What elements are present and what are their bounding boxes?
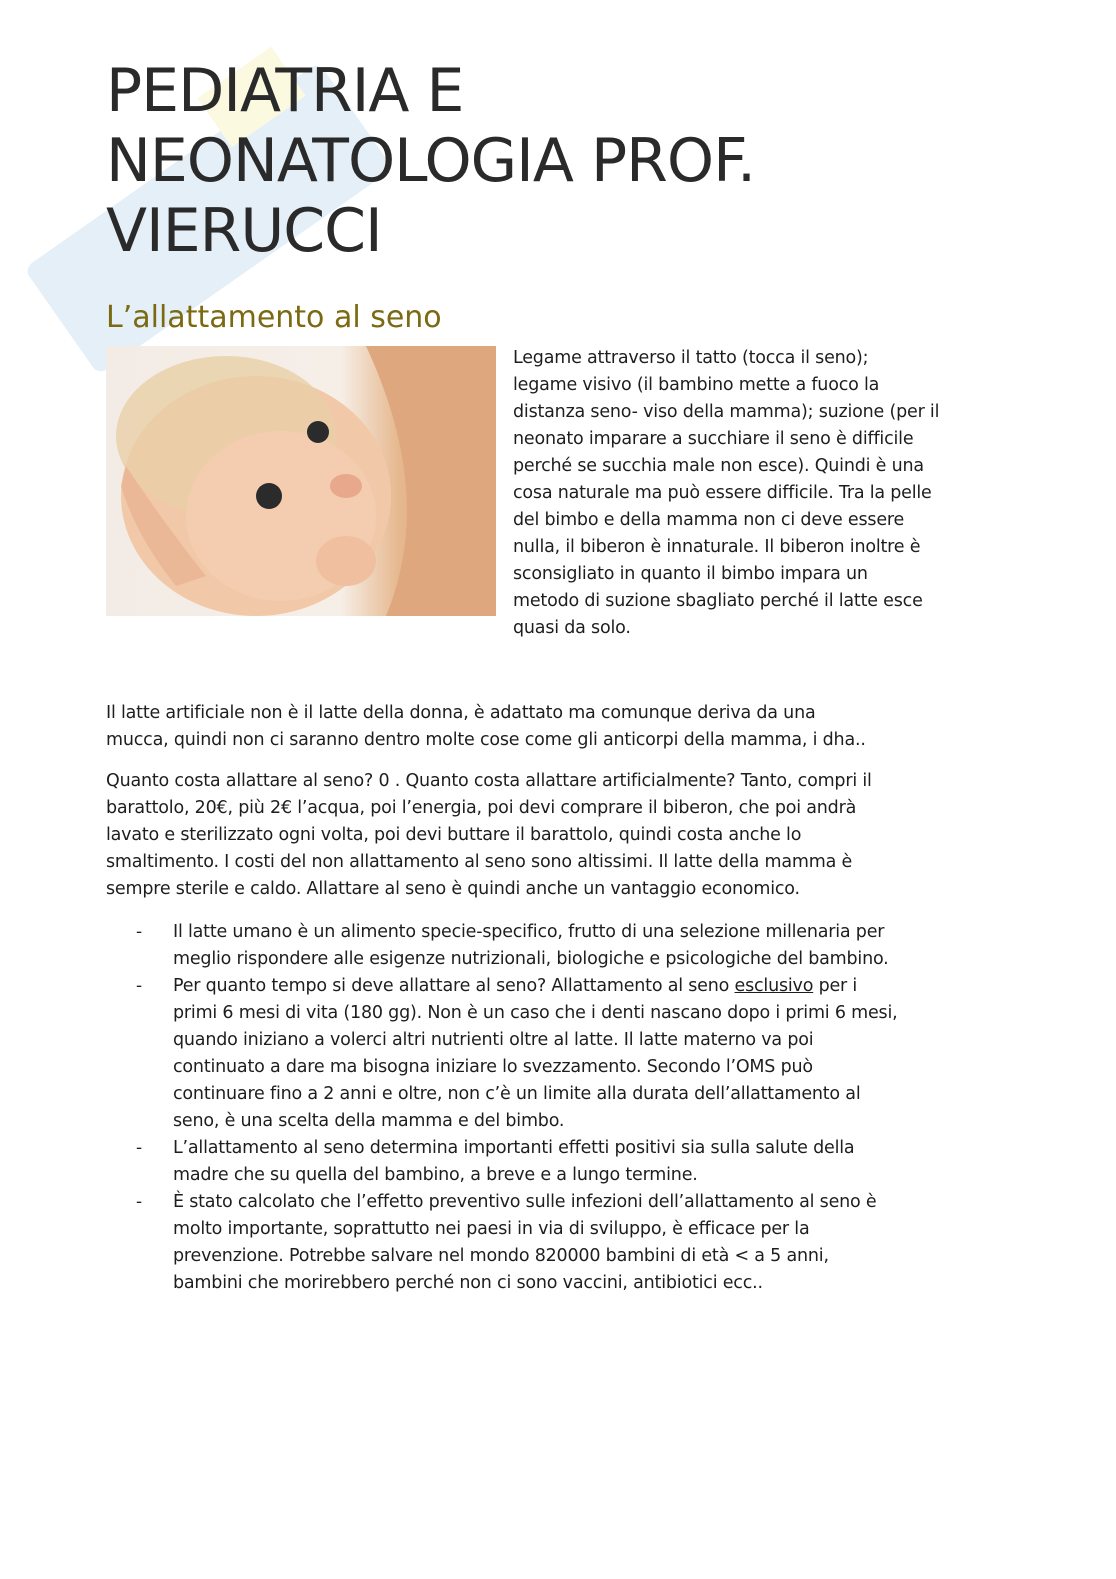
- breastfeeding-photo: [106, 346, 496, 616]
- text-line: perché se succhia male non esce). Quindi è una: [513, 456, 924, 476]
- text-line: bambini che morirebbero perché non ci sono vaccini, antibiotici ecc..: [173, 1273, 763, 1293]
- text-line: distanza seno- viso della mamma); suzione (per il: [513, 402, 940, 422]
- text-line: Il latte umano è un alimento specie-specifico, frutto di una selezione millenaria per: [173, 922, 885, 942]
- text-line: Il latte artificiale non è il latte della donna, è adattato ma comunque deriva da una: [106, 703, 816, 723]
- text-line: primi 6 mesi di vita (180 gg). Non è un caso che i denti nascano dopo i primi 6 mesi,: [173, 1003, 898, 1023]
- text-line: nulla, il biberon è innaturale. Il biberon inoltre è: [513, 537, 921, 557]
- artificial-milk-paragraph: [106, 700, 866, 754]
- text-line: seno, è una scelta della mamma e del bimbo.: [173, 1111, 565, 1131]
- text-line: Quanto costa allattare al seno? 0 . Quanto costa allattare artificialmente? Tanto, compri il: [106, 771, 872, 791]
- bullet-dash: -: [136, 976, 143, 996]
- text-line: L’allattamento al seno determina importanti effetti positivi sia sulla salute della: [173, 1138, 855, 1158]
- text-line: continuare fino a 2 anni e oltre, non c’è un limite alla durata dell’allattamento al: [173, 1084, 861, 1104]
- bullet-dash: -: [136, 1192, 143, 1212]
- bullet-list: [136, 919, 897, 1297]
- text-line: mucca, quindi non ci saranno dentro molte cose come gli anticorpi della mamma, i dha..: [106, 730, 866, 750]
- text-line: madre che su quella del bambino, a breve e a lungo termine.: [173, 1165, 698, 1185]
- text-line: cosa naturale ma può essere difficile. Tra la pelle: [513, 483, 932, 503]
- text-line: del bimbo e della mamma non ci deve essere: [513, 510, 905, 530]
- text-line: prevenzione. Potrebbe salvare nel mondo 820000 bambini di età < a 5 anni,: [173, 1246, 829, 1266]
- intro-paragraph: [513, 345, 939, 642]
- text-line: molto importante, soprattutto nei paesi in via di sviluppo, è efficace per la: [173, 1219, 810, 1239]
- title-line: VIERUCCI: [106, 196, 382, 266]
- title-line: PEDIATRIA E: [106, 56, 464, 126]
- text-line: continuato a dare ma bisogna iniziare lo svezzamento. Secondo l’OMS può: [173, 1057, 813, 1077]
- text-line: lavato e sterilizzato ogni volta, poi devi buttare il barattolo, quindi costa anche lo: [106, 825, 802, 845]
- list-item: [136, 919, 897, 973]
- bullet-dash: -: [136, 1138, 143, 1158]
- text-line: barattolo, 20€, più 2€ l’acqua, poi l’energia, poi devi comprare il biberon, che poi andrà: [106, 798, 857, 818]
- document-title: [106, 56, 755, 266]
- text-line: Legame attraverso il tatto (tocca il seno);: [513, 348, 869, 368]
- section-heading: L’allattamento al seno: [106, 300, 442, 335]
- list-item: [136, 1135, 897, 1189]
- title-line: NEONATOLOGIA PROF.: [106, 126, 756, 196]
- list-item: [136, 1189, 897, 1297]
- text-line: legame visivo (il bambino mette a fuoco la: [513, 375, 880, 395]
- text-line: smaltimento. I costi del non allattamento al seno sono altissimi. Il latte della mamma è: [106, 852, 853, 872]
- text-line: meglio rispondere alle esigenze nutrizionali, biologiche e psicologiche del bambino.: [173, 949, 889, 969]
- text-line: quasi da solo.: [513, 618, 631, 638]
- text-line: neonato imparare a succhiare il seno è difficile: [513, 429, 914, 449]
- text-line: Per quanto tempo si deve allattare al seno? Allattamento al seno esclusivo per i: [173, 976, 858, 996]
- text-line: sconsigliato in quanto il bimbo impara un: [513, 564, 868, 584]
- text-line: quando iniziano a volerci altri nutrienti oltre al latte. Il latte materno va poi: [173, 1030, 814, 1050]
- text-line: È stato calcolato che l’effetto preventivo sulle infezioni dell’allattamento al seno è: [173, 1192, 877, 1212]
- cost-paragraph: [106, 768, 872, 903]
- text-line: sempre sterile e caldo. Allattare al seno è quindi anche un vantaggio economico.: [106, 879, 800, 899]
- emphasis-esclusivo: esclusivo: [734, 976, 814, 996]
- list-item: [136, 973, 897, 1135]
- bullet-dash: -: [136, 922, 143, 942]
- text-line: metodo di suzione sbagliato perché il latte esce: [513, 591, 923, 611]
